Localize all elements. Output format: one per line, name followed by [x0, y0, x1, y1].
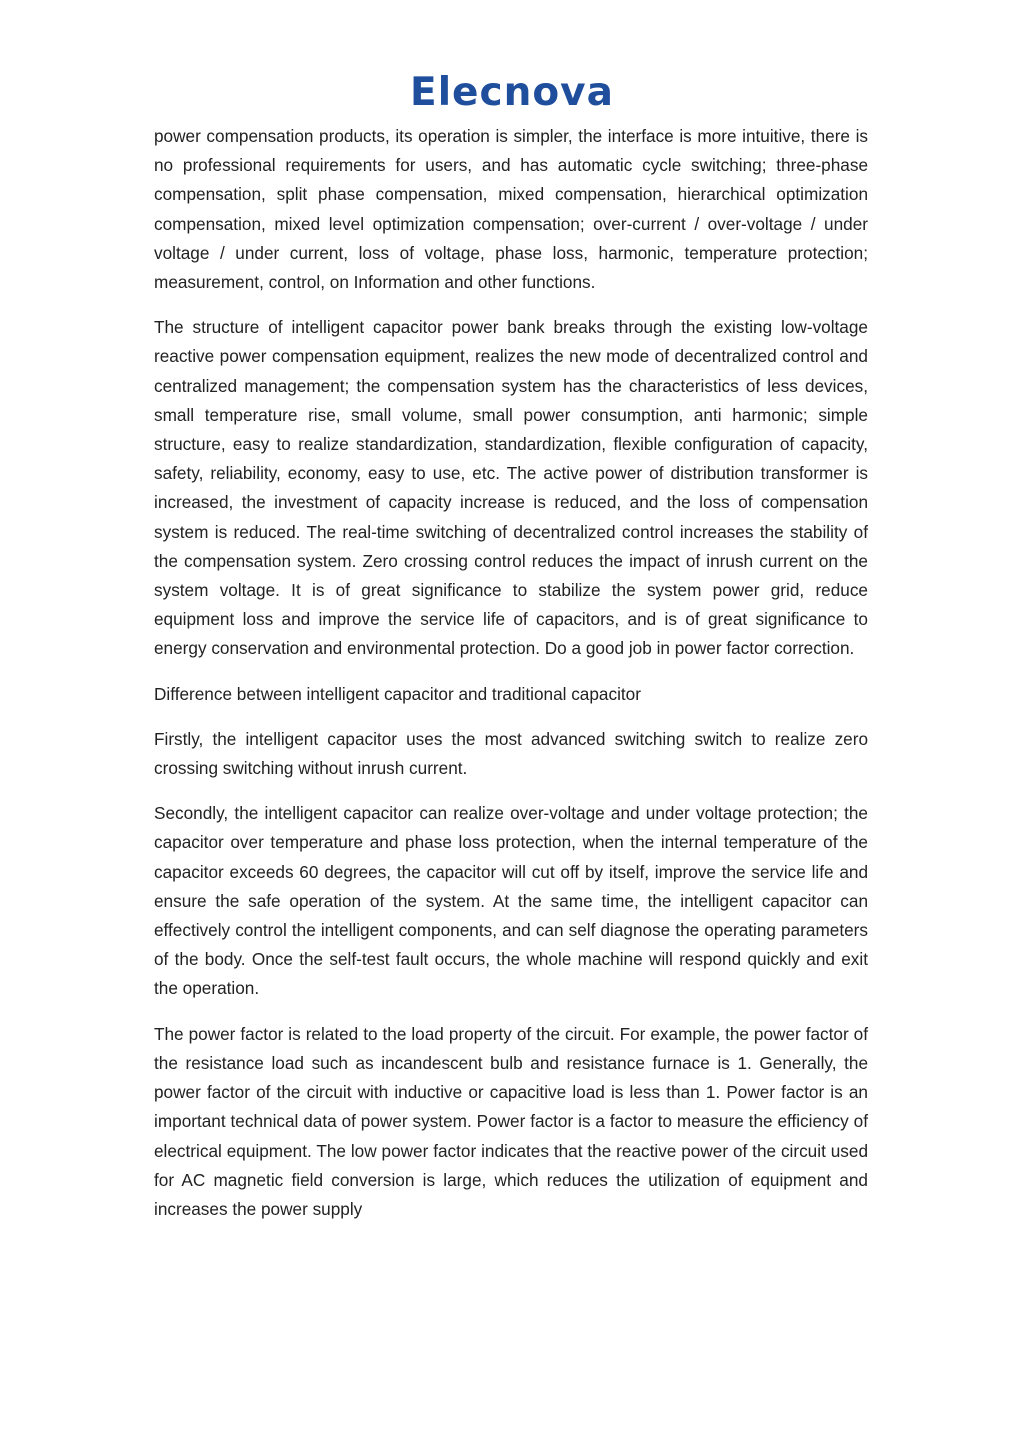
paragraph-power-factor: The power factor is related to the load property of the circuit. For example, the power factor of the resistance load such as incandescent bulb and resistance furnace is 1. Generally, the power factor of the circuit with inductive or capacitive load is less than 1. Power factor is an important technical data of power system. Power factor is a factor to measure the efficiency of electrical equipment. The low power factor indicates that the reactive power of the circuit used for AC magnetic field conversion is large, which reduces the utilization of equipment and increases the power supply — [154, 1023, 868, 1219]
paragraph-secondly: Secondly, the intelligent capacitor can realize over-voltage and under voltage protection; the capacitor over temperature and phase loss protection, when the internal temperature of the capacitor exceeds 60 degrees, the capacitor will cut off by itself, improve the service life and ensure the safe operation of the system. At the same time, the intelligent capacitor can effectively control the intelligent components, and can self diagnose the operating parameters of the body. Once the self-test fault occurs, the whole machine will respond quickly and exit the operation. — [154, 803, 868, 999]
paragraph-compensation-functions: power compensation products, its operation is simpler, the interface is more intuitive, there is no professional requirements for users, and has automatic cycle switching; three-phase compensation, split phase compensation, mixed compensation, hierarchical optimization compensation, mixed level optimization compensation; over-current / over-voltage / under voltage / under current, loss of voltage, phase loss, harmonic, temperature protection; measurement, control, on Information and other functions. — [154, 126, 868, 293]
section-heading-difference: Difference between intelligent capacitor and traditional capacitor — [154, 683, 641, 704]
elecnova-logo: Elecnova — [410, 70, 614, 115]
document-body — [154, 122, 868, 1240]
paragraph-firstly: Firstly, the intelligent capacitor uses the most advanced switching switch to realize zero crossing switching without inrush current. — [154, 728, 868, 779]
paragraph-structure: The structure of intelligent capacitor power bank breaks through the existing low-voltage reactive power compensation equipment, realizes the new mode of decentralized control and centralized management; the compensation system has the characteristics of less devices, small temperature rise, small volume, small power consumption, anti harmonic; simple structure, easy to realize standardization, standardization, flexible configuration of capacity, safety, reliability, economy, easy to use, etc. The active power of distribution transformer is increased, the investment of capacity increase is reduced, and the loss of compensation system is reduced. The real-time switching of decentralized control increases the stability of the compensation system. Zero crossing control reduces the impact of inrush current on the system voltage. It is of great significance to stabilize the system power grid, reduce equipment loss and improve the service life of capacitors, and is of great significance to energy conservation and environmental protection. Do a good job in power factor correction. — [154, 317, 868, 659]
